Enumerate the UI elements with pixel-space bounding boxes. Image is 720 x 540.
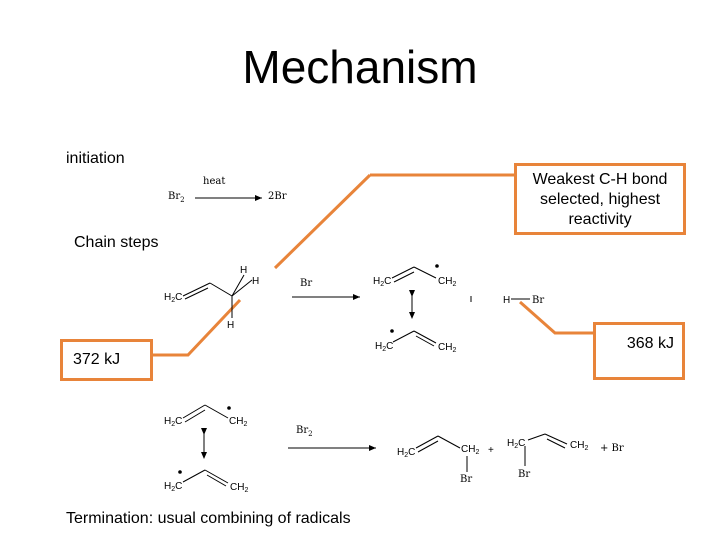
page-title: Mechanism xyxy=(242,41,478,93)
step2-h2c-bottom: $H_2C$ xyxy=(164,481,183,493)
step2-plus-br: + Br xyxy=(600,443,624,454)
product2-h2c: $H_2C$ xyxy=(507,438,526,450)
step2-ch2-bottom: $CH_2$ xyxy=(230,482,249,494)
allyl-ch2-bottom: $CH_2$ xyxy=(438,342,457,354)
weakest-callout-line-diag xyxy=(275,175,370,268)
product2-ch2: $CH_2$ xyxy=(570,440,589,452)
h-label-top: H xyxy=(240,265,248,276)
h-label-bottom: H xyxy=(227,320,235,331)
propene-h2c: $H_2C$ xyxy=(164,292,183,304)
allyl-h2c-top: $H_2C$ xyxy=(373,276,392,288)
allyl-h2c-bottom: $H_2C$ xyxy=(375,341,394,353)
step2-h2c-top: $H_2C$ xyxy=(164,416,183,428)
step2-reagent: $Br_2$ xyxy=(296,425,313,438)
h-label-mid: H xyxy=(252,276,260,287)
step2-plus: + xyxy=(488,445,494,456)
chain-steps-label: Chain steps xyxy=(74,234,159,251)
energy-right-text: 368 kJ xyxy=(626,335,674,352)
product1-h2c: $H_2C$ xyxy=(397,447,416,459)
step2-ch2-top: $CH_2$ xyxy=(229,416,248,428)
hbr-h: H xyxy=(503,295,511,306)
energy-right-leader xyxy=(520,302,593,333)
allyl-ch2-top: $CH_2$ xyxy=(438,276,457,288)
energy-right-callout xyxy=(593,322,685,380)
chain-reagent-br: Br xyxy=(300,278,313,289)
product1-ch2: $CH_2$ xyxy=(461,444,480,456)
weakest-bond-text: Weakest C-H bond selected, highest reactivity xyxy=(532,171,668,228)
energy-left-text: 372 kJ xyxy=(73,351,121,368)
product1-br: Br xyxy=(460,474,473,485)
hbr-br: Br xyxy=(532,295,545,306)
termination-label: Termination: usual combining of radicals xyxy=(66,510,351,527)
initiation-condition: heat xyxy=(203,176,226,187)
initiation-product: 2Br xyxy=(268,191,287,202)
weakest-bond-callout xyxy=(514,163,686,235)
energy-left-callout xyxy=(60,339,153,381)
initiation-reactant: $Br_2$ xyxy=(168,191,185,204)
initiation-label: initiation xyxy=(66,150,125,167)
product2-br: Br xyxy=(518,469,531,480)
